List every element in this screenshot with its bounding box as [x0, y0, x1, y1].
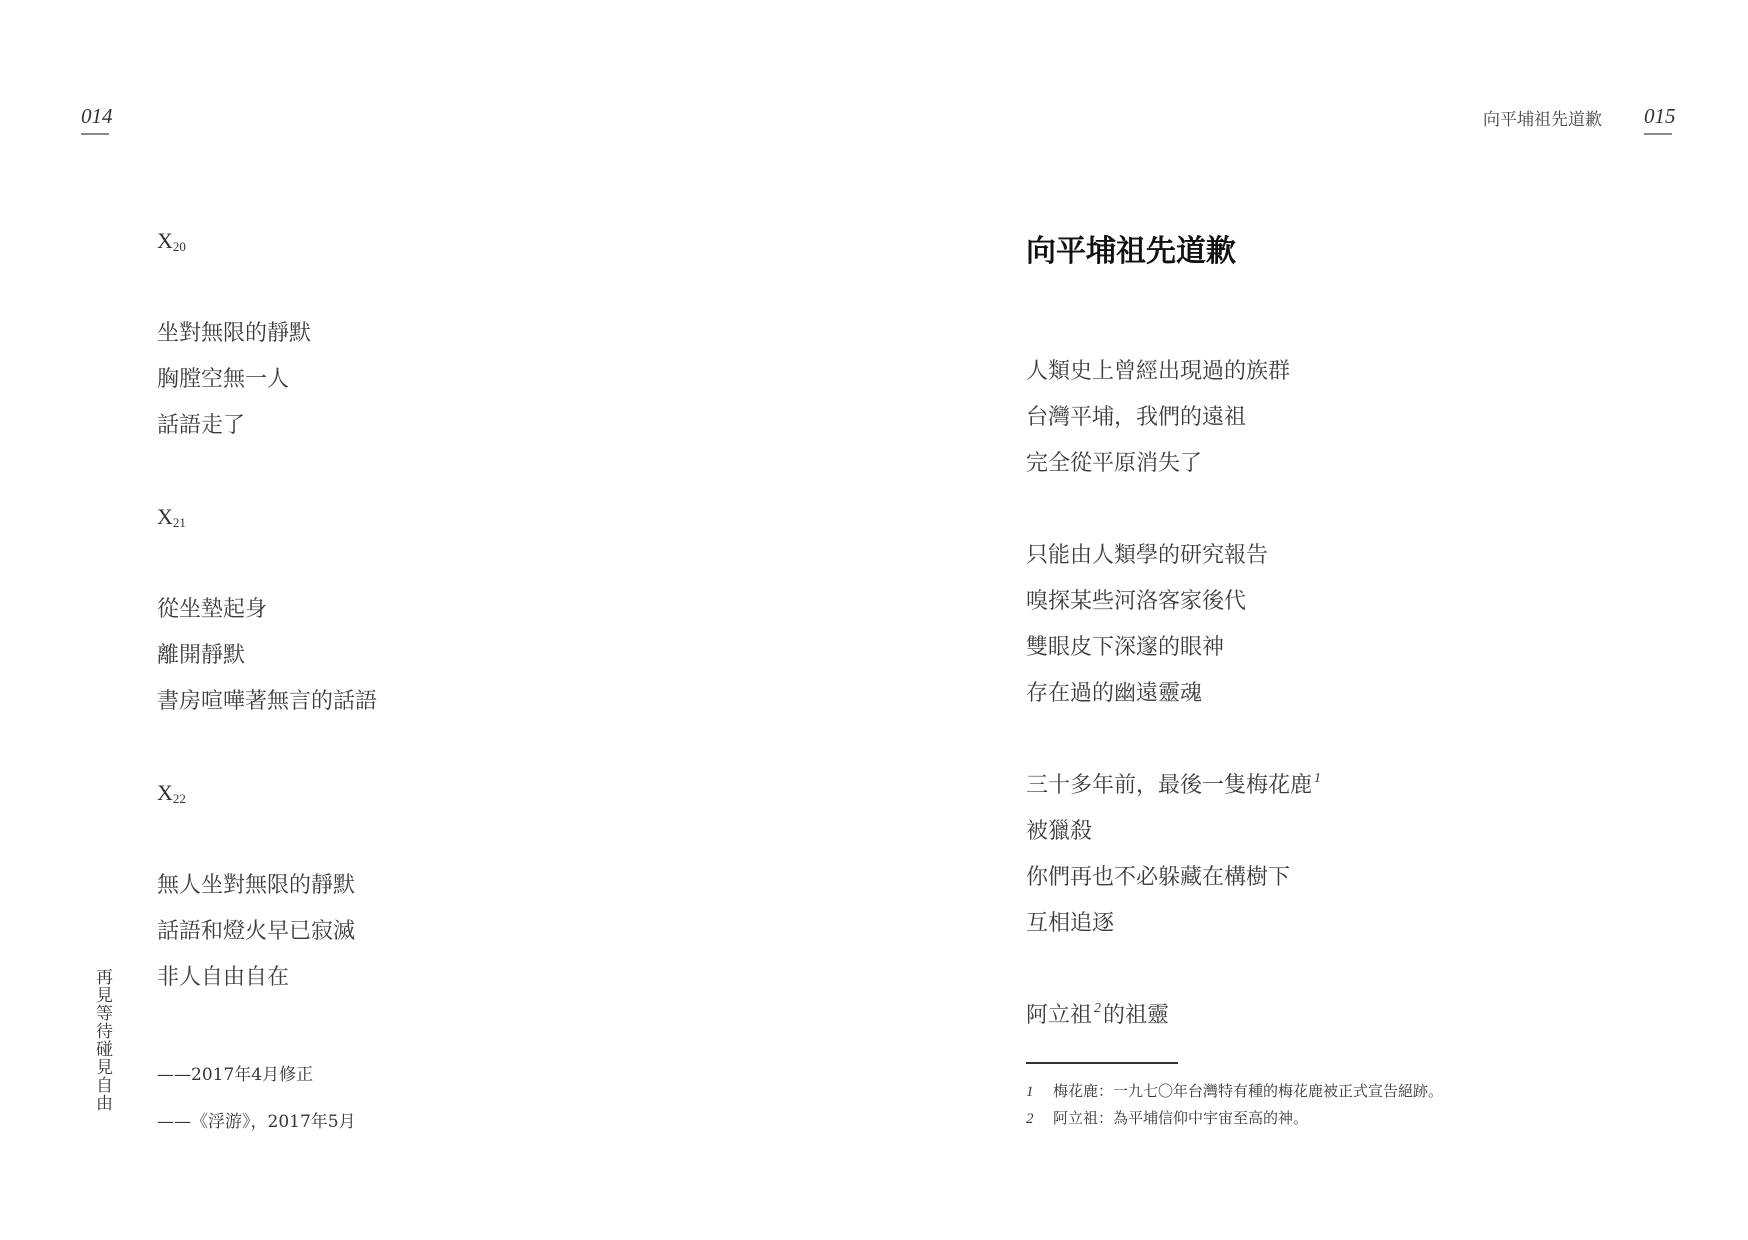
poem-line: 人類史上曾經出現過的族群: [1026, 359, 1291, 384]
page-number-right: 015: [1644, 104, 1676, 128]
poem-line: 無人坐對無限的靜默: [157, 873, 356, 898]
poem-line: 被獵殺: [1026, 819, 1093, 844]
poem-line: 話語和燈火早已寂滅: [157, 919, 356, 944]
poem-line: 存在過的幽遠靈魂: [1026, 681, 1203, 706]
poem-line-with-footnote: 三十多年前，最後一隻梅花鹿 $^1$: [1026, 771, 1322, 798]
poem-line: 坐對無限的靜默: [157, 321, 312, 346]
poem-line: 離開靜默: [157, 643, 246, 668]
poem-line: 非人自由自在: [157, 965, 290, 990]
footnote-marker-1[interactable]: 1: [1314, 771, 1322, 786]
footnote-2: 2 阿立祖：為平埔信仰中宇宙至高的神。: [1026, 1109, 1309, 1127]
poem-line: 書房喧嘩著無言的話語: [157, 689, 378, 714]
poem-line: 台灣平埔，我們的遠祖: [1026, 405, 1247, 430]
poem-line: 你們再也不必躲藏在構樹下: [1026, 865, 1291, 890]
revision-credit: ——2017年4月修正: [157, 1065, 314, 1085]
poem-line: 話語走了: [157, 413, 246, 438]
poem-line: 雙眼皮下深邃的眼神: [1026, 635, 1225, 660]
poem-line: 只能由人類學的研究報告: [1026, 543, 1269, 568]
footnote-marker-2[interactable]: 2: [1094, 1001, 1102, 1016]
section-heading-x20: $X_{20}$: [157, 228, 186, 254]
publication-credit: ——《浮游》，2017年5月: [157, 1112, 356, 1132]
poem-line: 嗅探某些河洛客家後代: [1026, 589, 1247, 614]
section-heading-x21: $X_{21}$: [157, 504, 186, 530]
poem-line: 互相追逐: [1026, 911, 1115, 936]
poem-line: 從坐墊起身: [157, 597, 268, 622]
folio-rule-left: [81, 133, 109, 135]
poem-line: 完全從平原消失了: [1026, 451, 1203, 476]
poem-line-with-footnote: 阿立祖 $^2$的祖靈: [1026, 1001, 1170, 1028]
poem-title: 向平埔祖先道歉: [1026, 234, 1236, 269]
poem-line: 胸膛空無一人: [157, 367, 290, 392]
section-heading-x22: $X_{22}$: [157, 780, 186, 806]
running-head: 向平埔祖先道歉: [1483, 110, 1602, 130]
folio-rule-right: [1644, 133, 1672, 135]
footnote-rule: [1026, 1062, 1178, 1064]
book-side-title: 再見等待碰見自由: [92, 968, 112, 1112]
page-number-left: 014: [81, 104, 113, 128]
footnote-1: 1 梅花鹿：一九七〇年台灣特有種的梅花鹿被正式宣告絕跡。: [1026, 1082, 1444, 1100]
